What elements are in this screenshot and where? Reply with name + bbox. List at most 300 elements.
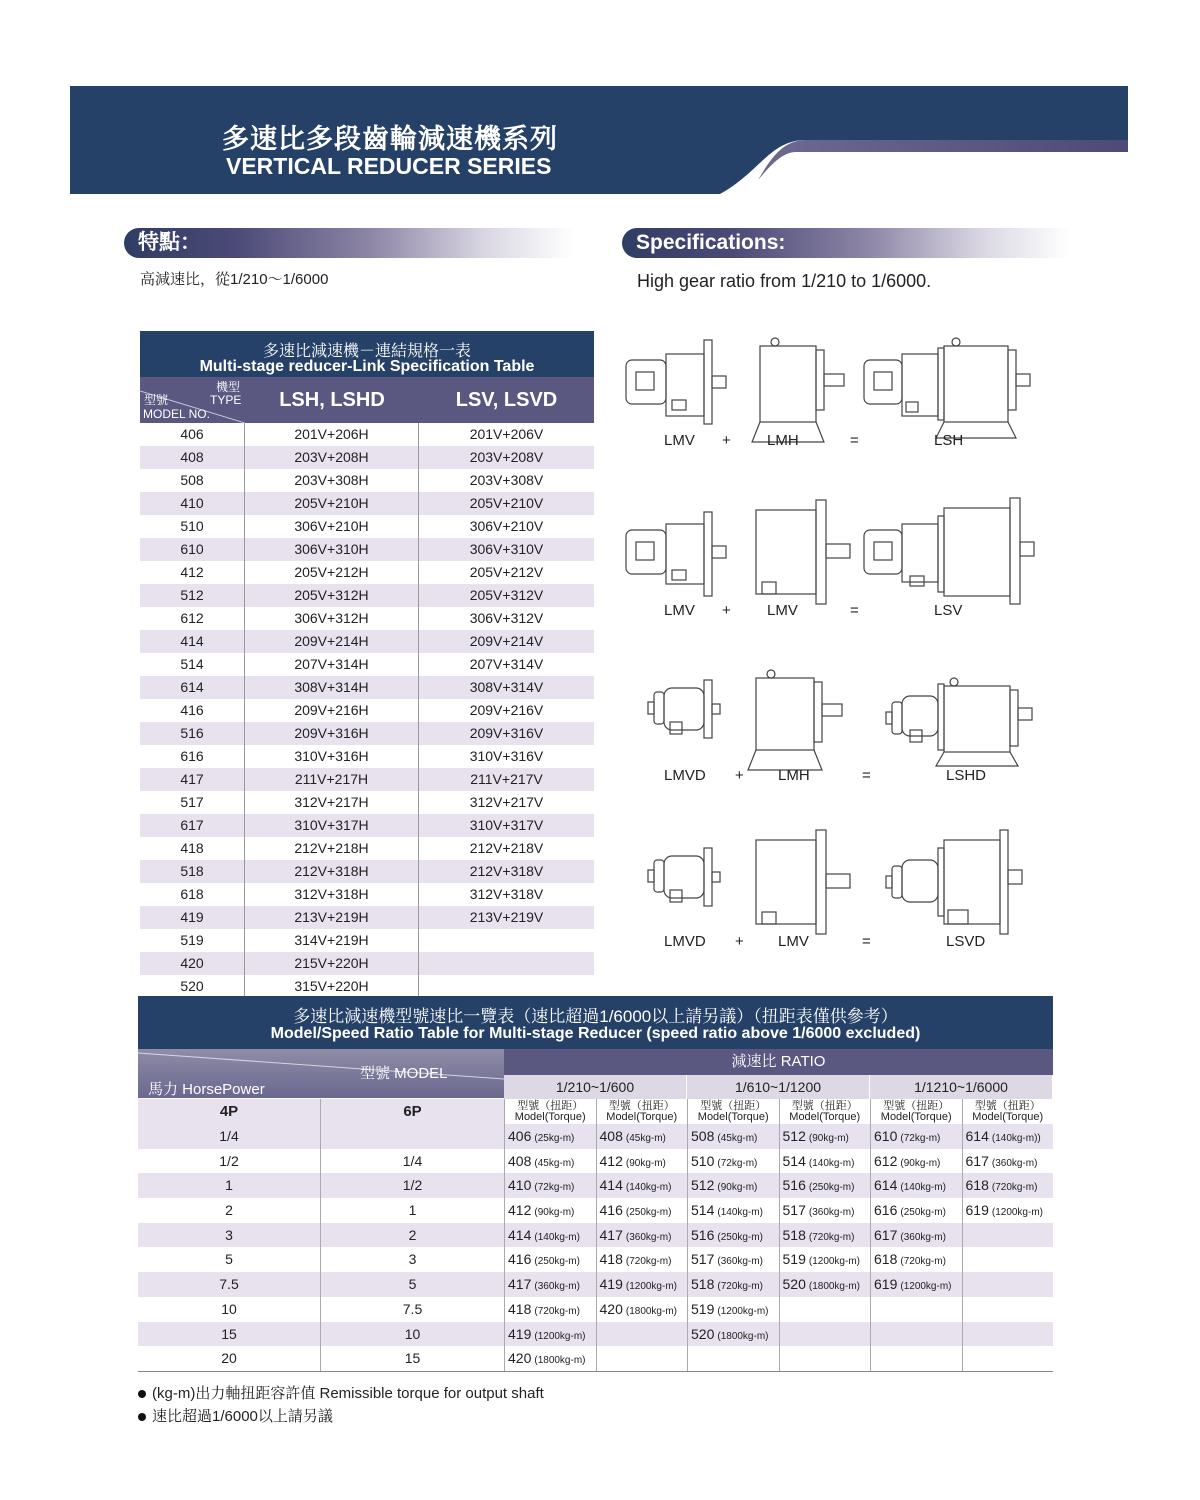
model-torque-cell bbox=[779, 1198, 871, 1223]
lsv-combination-cell: 209V+316V bbox=[469, 725, 544, 741]
ratio-table-column-headers bbox=[138, 1049, 1053, 1124]
model-torque-cell bbox=[596, 1223, 688, 1248]
torque-value: (360kg-m) bbox=[625, 1231, 672, 1243]
diagram-row-lsvd bbox=[648, 830, 1022, 934]
torque-value: (1200kg-m) bbox=[625, 1281, 677, 1293]
lsv-combination-cell: 312V+217V bbox=[469, 794, 544, 810]
ratio-table bbox=[138, 996, 1053, 1372]
lsv-combination-cell: 212V+218V bbox=[469, 840, 544, 856]
model-torque-cell bbox=[870, 1198, 962, 1223]
model-torque-cell bbox=[596, 1247, 688, 1272]
lsv-combination-cell: 209V+216V bbox=[469, 702, 544, 718]
model-number: 519 bbox=[782, 1251, 806, 1268]
table-row bbox=[140, 630, 594, 653]
table-row bbox=[138, 1173, 1053, 1198]
diagram-label-result: LSH bbox=[934, 432, 964, 449]
model-torque-cell bbox=[962, 1297, 1054, 1322]
torque-value: (45kg-m) bbox=[717, 1133, 758, 1144]
torque-value: (720kg-m) bbox=[991, 1182, 1038, 1194]
model-torque-header-en: Model(Torque) bbox=[514, 1111, 586, 1123]
model-torque-cell bbox=[962, 1149, 1054, 1174]
model-torque-cell bbox=[962, 1322, 1054, 1347]
torque-value: (140kg-m)) bbox=[991, 1133, 1041, 1144]
model-torque-cell bbox=[687, 1272, 779, 1297]
diagram-label-eq: = bbox=[862, 767, 871, 784]
lsv-combination-cell: 312V+318V bbox=[469, 886, 544, 902]
table-row bbox=[138, 1322, 1053, 1347]
motor-lmvd-icon bbox=[648, 680, 720, 738]
torque-value: (140kg-m) bbox=[625, 1182, 672, 1194]
lsh-combination-cell: 203V+208H bbox=[245, 446, 419, 469]
model-torque-cell bbox=[687, 1124, 779, 1149]
model-number-cell: 610 bbox=[140, 538, 245, 561]
horsepower-label: 馬力 HorsePower bbox=[148, 1081, 265, 1098]
lsv-combination-cell: 205V+212V bbox=[469, 564, 544, 580]
model-number: 610 bbox=[874, 1128, 898, 1144]
lsh-combination-cell: 312V+318H bbox=[245, 883, 419, 906]
model-number: 617 bbox=[965, 1152, 989, 1169]
link-table-title-zh: 多速比減速機－連結規格一表 bbox=[262, 343, 471, 360]
lsv-combination-cell: 201V+206V bbox=[469, 426, 544, 442]
torque-value: (1800kg-m) bbox=[808, 1281, 860, 1293]
lsv-combination-cell bbox=[419, 975, 594, 998]
lsv-combination-cell: 203V+308V bbox=[469, 472, 544, 488]
lsh-combination-cell: 201V+206H bbox=[245, 423, 419, 446]
model-number-cell: 518 bbox=[140, 860, 245, 883]
model-torque-header-zh: 型號（扭距） bbox=[791, 1100, 858, 1112]
table-row bbox=[140, 722, 594, 745]
model-number-cell: 614 bbox=[140, 676, 245, 699]
diagram-label-b: LMV bbox=[778, 933, 809, 950]
model-torque-cell bbox=[779, 1149, 871, 1174]
table-row bbox=[140, 423, 594, 446]
lsh-combination-cell: 209V+216H bbox=[245, 699, 419, 722]
torque-value: (45kg-m) bbox=[625, 1133, 666, 1144]
assembly-lsvd-icon bbox=[886, 830, 1022, 934]
model-number: 518 bbox=[782, 1226, 806, 1243]
lsv-combination-cell bbox=[419, 929, 594, 952]
ratio-table-bottom-rule bbox=[138, 1371, 1053, 1372]
model-number: 414 bbox=[599, 1177, 623, 1194]
lsh-combination-cell: 205V+312H bbox=[245, 584, 419, 607]
torque-value: (1200kg-m) bbox=[808, 1256, 860, 1268]
torque-value: (720kg-m) bbox=[808, 1231, 855, 1243]
model-number: 418 bbox=[508, 1300, 532, 1317]
model-torque-cell bbox=[504, 1124, 596, 1149]
features-heading-zh: 特點： bbox=[124, 228, 574, 258]
model-torque-cell bbox=[870, 1124, 962, 1149]
torque-value: (90kg-m) bbox=[900, 1157, 941, 1169]
model-number-cell: 416 bbox=[140, 699, 245, 722]
model-torque-header-en: Model(Torque) bbox=[972, 1111, 1044, 1123]
lsv-combination-cell: 205V+210V bbox=[469, 495, 544, 511]
lsh-combination-cell: 205V+210H bbox=[245, 492, 419, 515]
table-row bbox=[138, 1124, 1053, 1149]
model-torque-header-zh: 型號（扭距） bbox=[608, 1100, 675, 1112]
horsepower-6p-cell: 10 bbox=[320, 1322, 504, 1347]
lsh-combination-cell: 211V+217H bbox=[245, 768, 419, 791]
model-torque-cell bbox=[687, 1247, 779, 1272]
model-torque-cell bbox=[687, 1346, 779, 1371]
model-number-cell: 412 bbox=[140, 561, 245, 584]
table-row bbox=[140, 515, 594, 538]
lsh-combination-cell: 310V+317H bbox=[245, 814, 419, 837]
horsepower-4p-cell: 1/2 bbox=[219, 1152, 239, 1169]
motor-lmv-icon bbox=[626, 340, 726, 424]
page-title-en: VERTICAL REDUCER SERIES bbox=[226, 153, 552, 179]
motor-lmvd-icon bbox=[648, 848, 720, 906]
diagram-label-a: LMVD bbox=[664, 767, 706, 784]
features-text-zh: 高減速比，從1/210～1/6000 bbox=[140, 271, 329, 288]
model-torque-cell bbox=[779, 1247, 871, 1272]
model-number-cell: 512 bbox=[140, 584, 245, 607]
lsv-combination-cell: 308V+314V bbox=[469, 679, 544, 695]
diagram-label-a: LMVD bbox=[664, 933, 706, 950]
model-number: 414 bbox=[508, 1226, 532, 1243]
table-row bbox=[140, 860, 594, 883]
horsepower-6p-cell: 5 bbox=[320, 1272, 504, 1297]
table-row bbox=[140, 745, 594, 768]
model-torque-cell bbox=[596, 1322, 688, 1347]
model-number: 417 bbox=[599, 1226, 623, 1243]
model-torque-cell bbox=[779, 1322, 871, 1347]
model-torque-header-zh: 型號（扭距） bbox=[883, 1100, 950, 1112]
note-ratio-text: 速比超過1/6000以上請另議 bbox=[152, 1408, 333, 1425]
reducer-lmv-icon bbox=[756, 500, 850, 604]
torque-value: (90kg-m) bbox=[625, 1157, 666, 1169]
torque-value: (72kg-m) bbox=[717, 1157, 758, 1169]
diagram-row-lsh bbox=[626, 338, 1030, 442]
diagram-label-op: + bbox=[722, 432, 731, 449]
torque-value: (1800kg-m) bbox=[717, 1330, 769, 1342]
model-number: 612 bbox=[874, 1152, 898, 1169]
diagram-label-op: + bbox=[735, 767, 744, 784]
model-number-cell: 510 bbox=[140, 515, 245, 538]
ratio-label: 減速比 RATIO bbox=[504, 1049, 1053, 1075]
model-number-cell: 617 bbox=[140, 814, 245, 837]
horsepower-4p-cell: 1 bbox=[225, 1177, 233, 1194]
model-number: 520 bbox=[782, 1276, 806, 1293]
diagram-label-op: + bbox=[722, 602, 731, 619]
torque-value: (720kg-m) bbox=[625, 1256, 672, 1268]
reducer-lmv-icon bbox=[756, 830, 850, 934]
bullet-icon bbox=[138, 1390, 146, 1398]
model-number: 520 bbox=[691, 1325, 715, 1342]
model-number: 619 bbox=[965, 1202, 989, 1219]
torque-value: (250kg-m) bbox=[625, 1207, 672, 1219]
column-header-lsh: LSH, LSHD bbox=[279, 389, 385, 411]
model-torque-header-en: Model(Torque) bbox=[606, 1111, 678, 1123]
table-row bbox=[140, 446, 594, 469]
model-label: 型號 MODEL bbox=[360, 1065, 448, 1082]
model-torque-cell bbox=[962, 1346, 1054, 1371]
table-row bbox=[140, 929, 594, 952]
column-header-lsv: LSV, LSVD bbox=[455, 389, 558, 411]
ratio-table-title-en: Model/Speed Ratio Table for Multi-stage Reducer (speed ratio above 1/6000 excluded) bbox=[270, 1025, 921, 1042]
diagram-row-lshd bbox=[648, 670, 1032, 770]
horsepower-6p-cell bbox=[320, 1124, 504, 1149]
model-torque-cell bbox=[870, 1223, 962, 1248]
horsepower-4p-cell: 10 bbox=[221, 1300, 237, 1317]
torque-value: (720kg-m) bbox=[534, 1305, 580, 1317]
table-row bbox=[140, 952, 594, 975]
horsepower-6p-cell: 2 bbox=[320, 1223, 504, 1248]
link-table-title-en: Multi-stage reducer-Link Specification Table bbox=[199, 358, 535, 375]
table-row bbox=[140, 975, 594, 998]
model-torque-cell bbox=[779, 1124, 871, 1149]
model-number: 416 bbox=[508, 1251, 532, 1268]
diagram-label-result: LSV bbox=[934, 602, 963, 619]
horsepower-6p-cell: 1/2 bbox=[320, 1173, 504, 1198]
model-number: 420 bbox=[599, 1300, 623, 1317]
lsv-combination-cell: 203V+208V bbox=[469, 449, 544, 465]
lsh-combination-cell: 212V+218H bbox=[245, 837, 419, 860]
model-number: 614 bbox=[874, 1177, 898, 1194]
type-label-en: TYPE bbox=[210, 393, 242, 407]
model-torque-cell bbox=[962, 1173, 1054, 1198]
model-torque-cell bbox=[779, 1297, 871, 1322]
table-row bbox=[140, 584, 594, 607]
model-torque-cell bbox=[687, 1198, 779, 1223]
model-torque-cell bbox=[870, 1297, 962, 1322]
model-number-cell: 420 bbox=[140, 952, 245, 975]
model-number: 406 bbox=[508, 1128, 532, 1144]
table-row bbox=[140, 906, 594, 929]
model-torque-cell bbox=[687, 1223, 779, 1248]
torque-value: (1200kg-m) bbox=[534, 1330, 586, 1342]
torque-value: (360kg-m) bbox=[900, 1231, 946, 1243]
model-number: 512 bbox=[782, 1128, 806, 1144]
model-number-cell: 408 bbox=[140, 446, 245, 469]
model-torque-cell bbox=[596, 1198, 688, 1223]
assembly-lsh-icon bbox=[864, 338, 1030, 438]
model-torque-cell bbox=[870, 1149, 962, 1174]
lsh-combination-cell: 315V+220H bbox=[245, 975, 419, 998]
model-torque-cell bbox=[779, 1346, 871, 1371]
model-number: 420 bbox=[508, 1350, 532, 1367]
lsh-combination-cell: 205V+212H bbox=[245, 561, 419, 584]
model-number: 417 bbox=[508, 1276, 532, 1293]
specifications-text: High gear ratio from 1/210 to 1/6000. bbox=[637, 271, 932, 291]
model-torque-cell bbox=[504, 1297, 596, 1322]
model-number: 412 bbox=[599, 1152, 623, 1169]
lsh-combination-cell: 306V+210H bbox=[245, 515, 419, 538]
model-torque-header-en: Model(Torque) bbox=[789, 1111, 861, 1123]
torque-value: (250kg-m) bbox=[534, 1256, 580, 1268]
torque-value: (90kg-m) bbox=[808, 1133, 849, 1144]
diagram-label-b: LMH bbox=[767, 432, 799, 449]
model-torque-cell bbox=[596, 1173, 688, 1198]
torque-value: (360kg-m) bbox=[808, 1207, 855, 1219]
diagram-label-b: LMH bbox=[778, 767, 810, 784]
note-ratio bbox=[138, 1405, 333, 1426]
model-torque-header-zh: 型號（扭距） bbox=[700, 1100, 767, 1112]
ratio-range-1: 1/210~1/600 bbox=[504, 1075, 687, 1099]
specifications-heading: Specifications: bbox=[622, 228, 1070, 258]
model-number-cell: 418 bbox=[140, 837, 245, 860]
lsh-combination-cell: 209V+214H bbox=[245, 630, 419, 653]
torque-value: (360kg-m) bbox=[534, 1281, 580, 1293]
model-number: 412 bbox=[508, 1202, 532, 1219]
model-torque-header bbox=[504, 1099, 596, 1124]
horsepower-4p-cell: 20 bbox=[221, 1350, 237, 1367]
assembly-lshd-icon bbox=[886, 678, 1032, 766]
horsepower-4p-cell: 3 bbox=[225, 1226, 233, 1243]
lsh-combination-cell: 209V+316H bbox=[245, 722, 419, 745]
model-number-cell: 612 bbox=[140, 607, 245, 630]
note-torque-text: (kg-m)出力軸扭距容許值 Remissible torque for output shaft bbox=[152, 1385, 544, 1402]
model-torque-cell bbox=[504, 1272, 596, 1297]
reducer-lmh-icon bbox=[748, 670, 842, 770]
diagram-label-eq: = bbox=[850, 602, 859, 619]
model-torque-cell bbox=[687, 1297, 779, 1322]
model-torque-cell bbox=[504, 1198, 596, 1223]
model-number-cell: 406 bbox=[140, 423, 245, 446]
lsv-combination-cell: 213V+219V bbox=[469, 909, 544, 925]
lsh-combination-cell: 215V+220H bbox=[245, 952, 419, 975]
table-row bbox=[140, 538, 594, 561]
model-torque-cell bbox=[504, 1223, 596, 1248]
table-row bbox=[140, 814, 594, 837]
model-number-cell: 517 bbox=[140, 791, 245, 814]
table-row bbox=[140, 561, 594, 584]
horsepower-6p-cell: 15 bbox=[320, 1346, 504, 1371]
table-row bbox=[140, 653, 594, 676]
column-header-4p: 4P bbox=[138, 1099, 320, 1124]
model-number: 517 bbox=[691, 1251, 715, 1268]
model-torque-cell bbox=[870, 1272, 962, 1297]
motor-lmv-icon bbox=[626, 512, 726, 596]
model-torque-cell bbox=[504, 1173, 596, 1198]
model-number: 617 bbox=[874, 1226, 898, 1243]
model-torque-cell bbox=[870, 1322, 962, 1347]
horsepower-6p-cell: 3 bbox=[320, 1247, 504, 1272]
lsv-combination-cell: 207V+314V bbox=[469, 656, 544, 672]
model-number: 618 bbox=[874, 1251, 898, 1268]
torque-value: (250kg-m) bbox=[900, 1207, 946, 1219]
model-torque-header bbox=[687, 1099, 779, 1124]
link-table-header bbox=[140, 331, 594, 423]
model-torque-cell bbox=[596, 1346, 688, 1371]
model-number: 408 bbox=[599, 1128, 623, 1144]
model-torque-cell bbox=[779, 1223, 871, 1248]
diagram-label-eq: = bbox=[850, 432, 859, 449]
table-row bbox=[138, 1149, 1053, 1174]
lsv-combination-cell: 306V+210V bbox=[469, 518, 544, 534]
model-torque-cell bbox=[687, 1149, 779, 1174]
model-torque-header bbox=[870, 1099, 962, 1124]
lsv-combination-cell: 306V+312V bbox=[469, 610, 544, 626]
model-number-cell: 508 bbox=[140, 469, 245, 492]
link-table-column-headers bbox=[140, 377, 594, 423]
torque-value: (140kg-m) bbox=[808, 1157, 855, 1169]
table-row bbox=[140, 492, 594, 515]
lsv-combination-cell: 209V+214V bbox=[469, 633, 544, 649]
torque-value: (360kg-m) bbox=[717, 1256, 763, 1268]
model-number: 614 bbox=[965, 1128, 989, 1144]
table-row bbox=[138, 1297, 1053, 1322]
model-torque-cell bbox=[779, 1272, 871, 1297]
table-row bbox=[138, 1247, 1053, 1272]
horsepower-4p-cell: 1/4 bbox=[219, 1128, 239, 1144]
torque-value: (250kg-m) bbox=[717, 1231, 763, 1243]
model-number: 419 bbox=[508, 1325, 532, 1342]
torque-value: (1200kg-m) bbox=[717, 1305, 769, 1317]
table-row bbox=[140, 469, 594, 492]
torque-value: (250kg-m) bbox=[808, 1182, 855, 1194]
column-header-6p: 6P bbox=[320, 1099, 504, 1124]
lsh-combination-cell: 203V+308H bbox=[245, 469, 419, 492]
lsh-combination-cell: 310V+316H bbox=[245, 745, 419, 768]
model-label-zh: 型號 bbox=[144, 393, 169, 407]
horsepower-4p-cell: 15 bbox=[221, 1325, 237, 1342]
model-number: 419 bbox=[599, 1276, 623, 1293]
lsv-combination-cell: 205V+312V bbox=[469, 587, 544, 603]
torque-value: (1200kg-m) bbox=[991, 1207, 1043, 1219]
table-row bbox=[140, 883, 594, 906]
horsepower-6p-cell: 7.5 bbox=[320, 1297, 504, 1322]
model-number: 512 bbox=[691, 1177, 715, 1194]
torque-value: (720kg-m) bbox=[900, 1256, 946, 1268]
diagram-label-b: LMV bbox=[767, 602, 798, 619]
model-number-cell: 414 bbox=[140, 630, 245, 653]
torque-value: (720kg-m) bbox=[717, 1281, 763, 1293]
horsepower-4p-cell: 5 bbox=[225, 1251, 233, 1268]
model-number-cell: 516 bbox=[140, 722, 245, 745]
model-number: 418 bbox=[599, 1251, 623, 1268]
table-row bbox=[140, 768, 594, 791]
lsh-combination-cell: 207V+314H bbox=[245, 653, 419, 676]
model-number: 510 bbox=[691, 1152, 715, 1169]
model-torque-cell bbox=[870, 1247, 962, 1272]
lsh-combination-cell: 306V+312H bbox=[245, 607, 419, 630]
table-row bbox=[140, 699, 594, 722]
diagram-label-result: LSHD bbox=[946, 767, 987, 784]
model-torque-cell bbox=[687, 1322, 779, 1347]
torque-value: (1800kg-m) bbox=[534, 1355, 586, 1367]
torque-value: (1800kg-m) bbox=[625, 1305, 677, 1317]
model-number-cell: 520 bbox=[140, 975, 245, 998]
model-number: 410 bbox=[508, 1177, 532, 1194]
model-torque-cell bbox=[962, 1247, 1054, 1272]
model-number: 517 bbox=[782, 1202, 806, 1219]
ratio-table-body bbox=[138, 1124, 1053, 1371]
model-number-cell: 419 bbox=[140, 906, 245, 929]
diagram-label-a: LMV bbox=[664, 432, 695, 449]
model-torque-header bbox=[596, 1099, 688, 1124]
lsv-combination-cell: 212V+318V bbox=[469, 863, 544, 879]
model-torque-cell bbox=[596, 1124, 688, 1149]
reducer-diagrams bbox=[620, 330, 1100, 970]
lsh-combination-cell: 213V+219H bbox=[245, 906, 419, 929]
model-label-en: MODEL NO. bbox=[143, 407, 210, 421]
bullet-icon bbox=[138, 1413, 146, 1421]
model-torque-cell bbox=[962, 1272, 1054, 1297]
model-torque-cell bbox=[504, 1346, 596, 1371]
model-torque-header-zh: 型號（扭距） bbox=[517, 1100, 584, 1112]
table-row bbox=[140, 676, 594, 699]
model-torque-cell bbox=[962, 1198, 1054, 1223]
model-number: 514 bbox=[691, 1202, 715, 1219]
model-number: 618 bbox=[965, 1177, 989, 1194]
torque-value: (72kg-m) bbox=[534, 1182, 575, 1194]
model-torque-cell bbox=[504, 1322, 596, 1347]
torque-value: (90kg-m) bbox=[534, 1207, 575, 1219]
model-torque-header-en: Model(Torque) bbox=[697, 1111, 769, 1123]
model-number: 518 bbox=[691, 1276, 715, 1293]
table-row bbox=[140, 791, 594, 814]
model-torque-header bbox=[962, 1099, 1054, 1124]
